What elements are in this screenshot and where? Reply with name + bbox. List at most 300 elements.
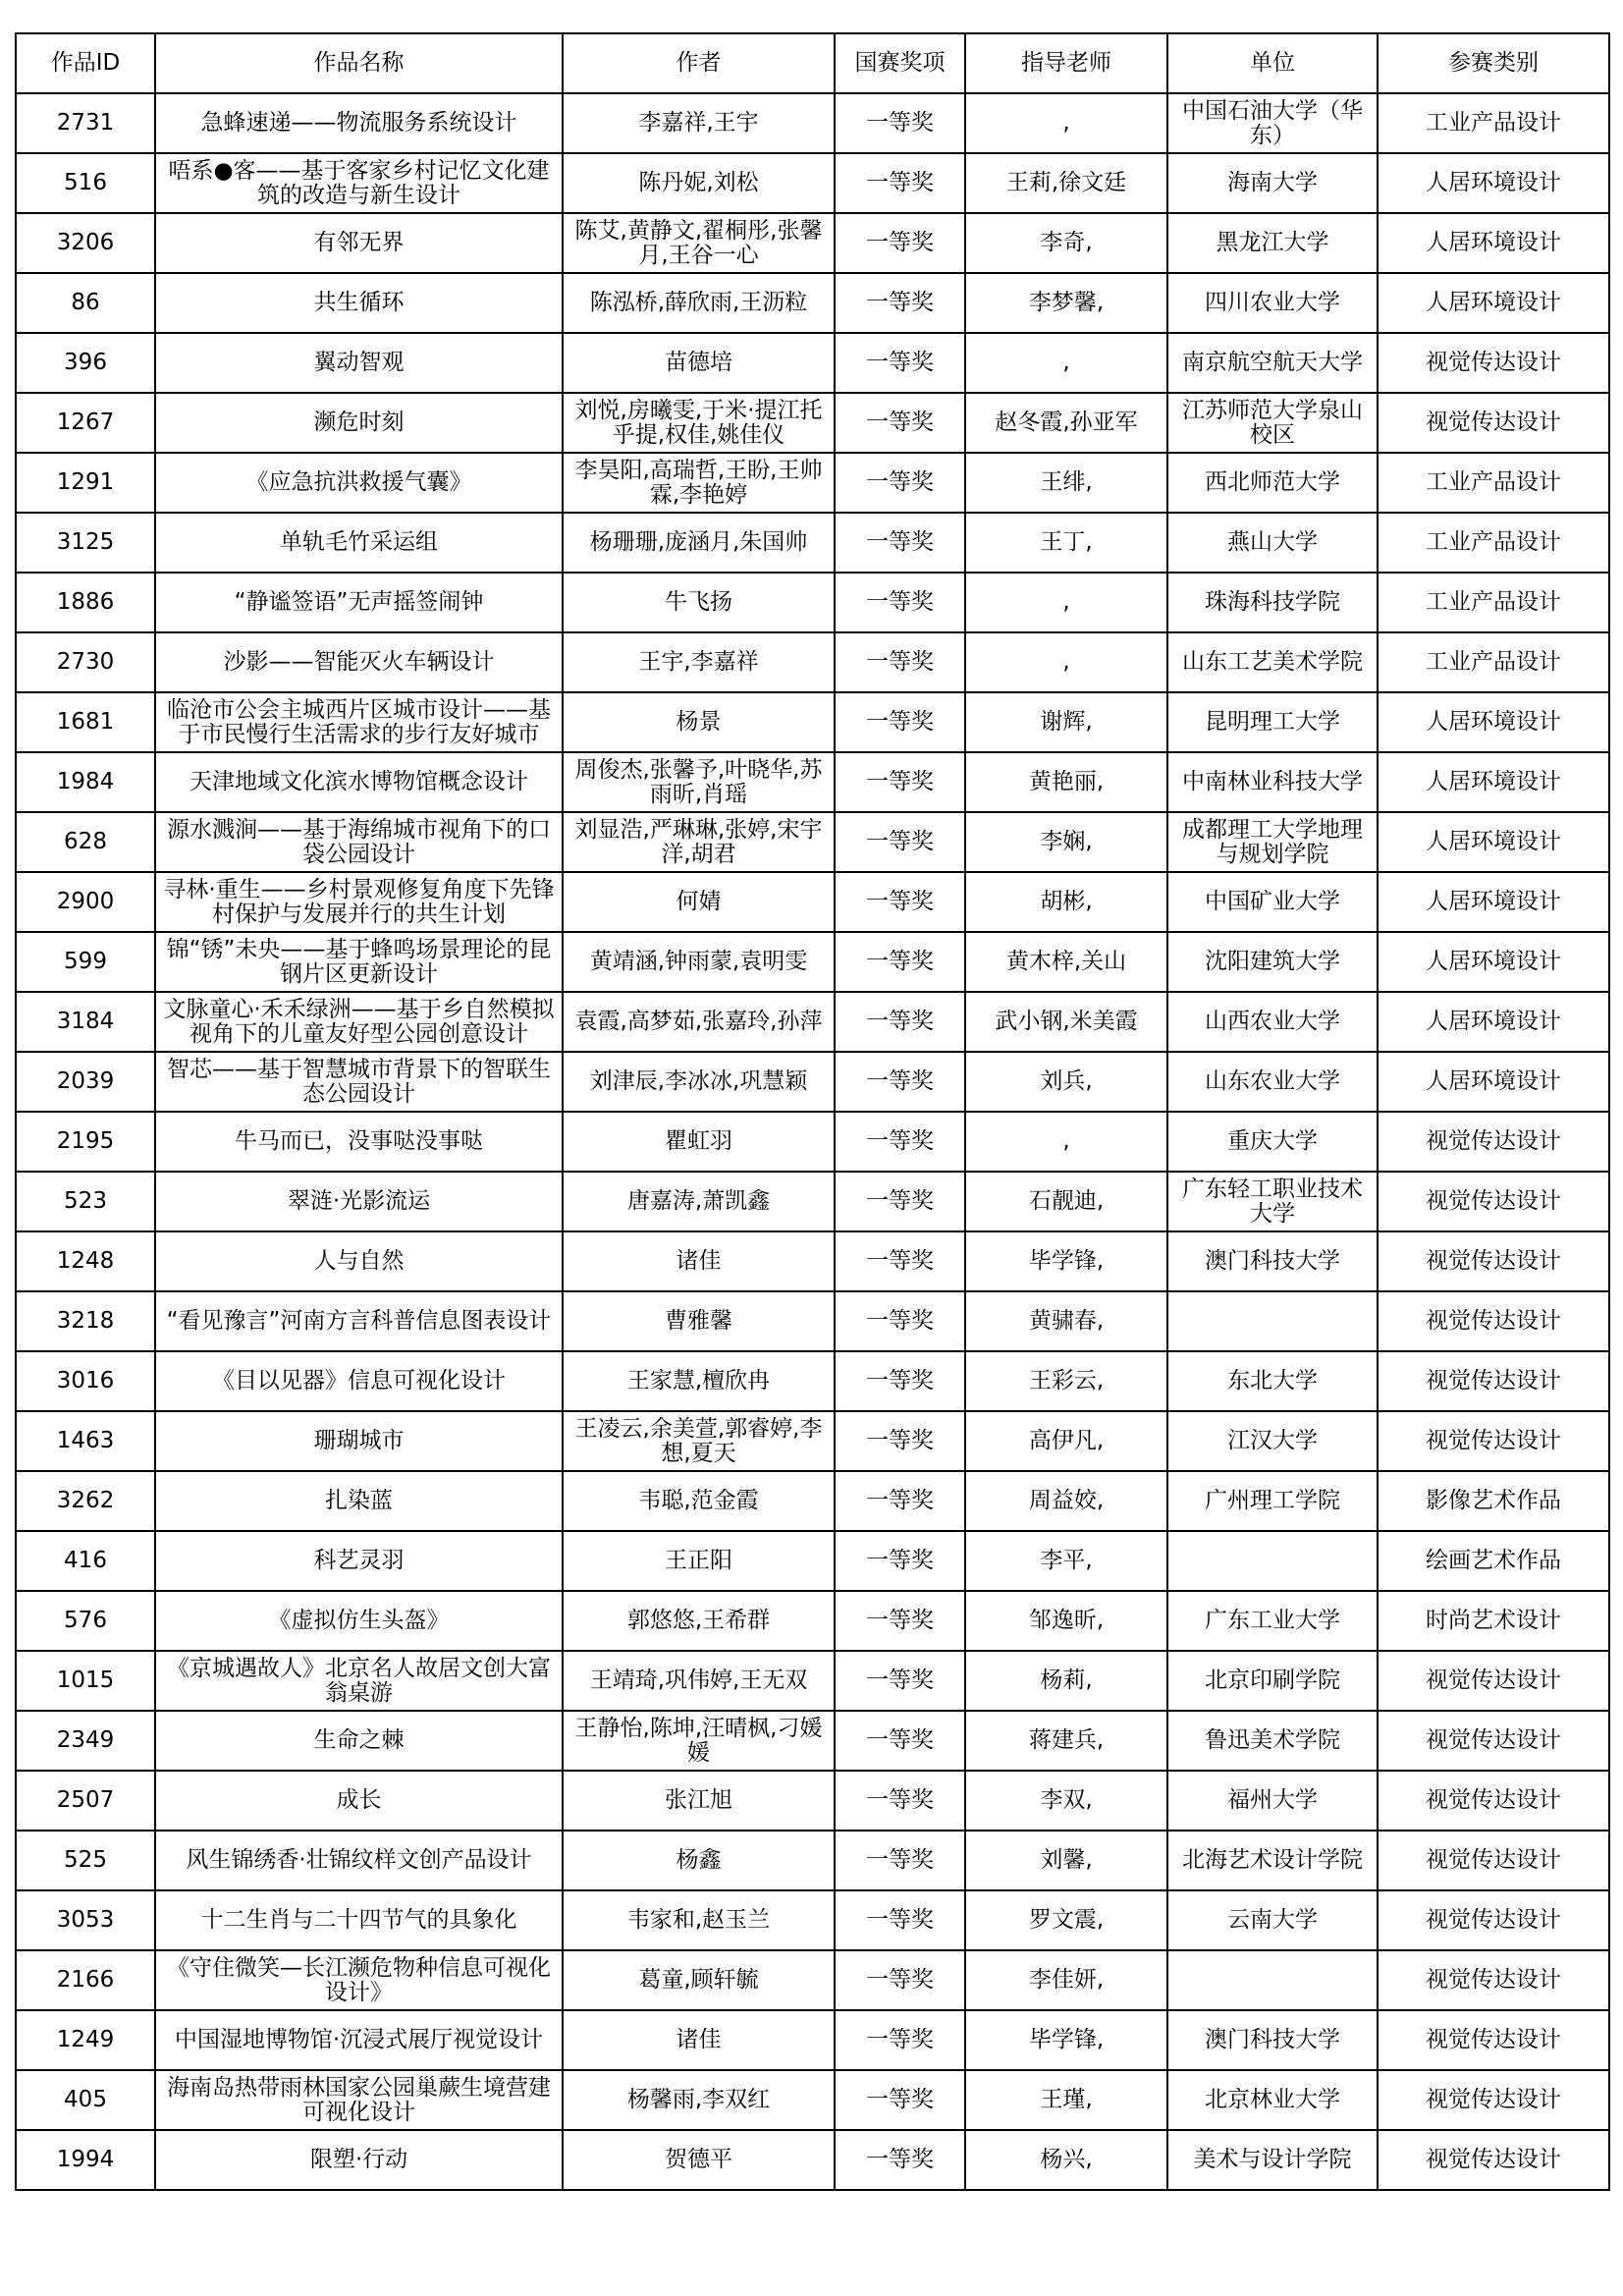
- cell-award-text: 一等奖: [866, 1668, 934, 1693]
- cell-award-text: 一等奖: [866, 590, 934, 615]
- cell-category: [1378, 1711, 1609, 1771]
- cell-award: [835, 213, 965, 273]
- cell-category-text: 人居环境设计: [1426, 710, 1561, 735]
- cell-id: [16, 872, 155, 932]
- cell-id: [16, 2070, 155, 2130]
- cell-award-text: 一等奖: [866, 231, 934, 255]
- cell-authors-text: 唐嘉涛,萧凯鑫: [626, 1189, 771, 1214]
- cell-id-text: 1463: [56, 1429, 115, 1453]
- cell-id: [16, 1771, 155, 1831]
- cell-id: [16, 812, 155, 872]
- cell-id: [16, 1231, 155, 1291]
- cell-category-text: 人居环境设计: [1426, 890, 1561, 914]
- cell-advisor: [965, 1052, 1167, 1112]
- table-row: [16, 1231, 1609, 1291]
- cell-work-name: [155, 2070, 563, 2130]
- cell-award-text: 一等奖: [866, 770, 934, 794]
- cell-advisor: [965, 1112, 1167, 1172]
- cell-advisor: [965, 1351, 1167, 1411]
- cell-work-name-text: 天津地域文化滨水博物馆概念设计: [189, 770, 528, 794]
- cell-category: [1378, 153, 1609, 213]
- cell-institution: [1167, 513, 1378, 573]
- cell-award: [835, 273, 965, 333]
- cell-id-text: 1267: [56, 410, 115, 435]
- cell-award-text: 一等奖: [866, 650, 934, 675]
- cell-advisor-text: 黄艳丽,: [1028, 770, 1105, 794]
- table-row: [16, 632, 1609, 692]
- cell-advisor: [965, 1950, 1167, 2010]
- cell-category-text: 视觉传达设计: [1426, 1129, 1561, 1154]
- cell-id-text: 1886: [56, 590, 115, 615]
- cell-id-text: 1681: [56, 710, 115, 735]
- cell-award-text: 一等奖: [866, 470, 934, 495]
- cell-institution: [1167, 1651, 1378, 1711]
- cell-institution-text: 福州大学: [1227, 1788, 1318, 1813]
- cell-institution-text: 成都理工大学地理与规划学院: [1182, 817, 1363, 867]
- cell-authors-text: 李昊阳,高瑞哲,王盼,王帅霖,李艳婷: [574, 458, 823, 508]
- cell-award-text: 一等奖: [866, 1189, 934, 1214]
- cell-category-text: 人居环境设计: [1426, 291, 1561, 315]
- table-row: [16, 153, 1609, 213]
- cell-award: [835, 1771, 965, 1831]
- cell-authors-text: 韦家和,赵玉兰: [626, 1908, 771, 1933]
- cell-work-name: [155, 393, 563, 453]
- cell-category: [1378, 213, 1609, 273]
- cell-id: [16, 1052, 155, 1112]
- cell-advisor-text: 邹逸昕,: [1028, 1609, 1105, 1633]
- cell-advisor: [965, 872, 1167, 932]
- table-row: [16, 1471, 1609, 1531]
- cell-id: [16, 1471, 155, 1531]
- cell-id-text: 1994: [56, 2148, 115, 2172]
- cell-category: [1378, 872, 1609, 932]
- table-row: [16, 1771, 1609, 1831]
- cell-work-name: [155, 1831, 563, 1890]
- header-authors: 作者: [563, 33, 835, 93]
- cell-category-text: 时尚艺术设计: [1426, 1609, 1561, 1633]
- cell-award: [835, 632, 965, 692]
- cell-id: [16, 1112, 155, 1172]
- cell-advisor: [965, 632, 1167, 692]
- cell-institution-text: 北京林业大学: [1205, 2088, 1340, 2112]
- cell-award: [835, 1471, 965, 1531]
- cell-authors: [563, 1471, 835, 1531]
- cell-authors-text: 陈丹妮,刘松: [638, 171, 759, 195]
- cell-id-text: 1249: [56, 2028, 115, 2052]
- cell-category-text: 工业产品设计: [1426, 650, 1561, 675]
- cell-category: [1378, 1950, 1609, 2010]
- cell-work-name-text: 濒危时刻: [313, 410, 405, 435]
- table-row: [16, 812, 1609, 872]
- cell-advisor-text: 刘兵,: [1040, 1069, 1093, 1094]
- cell-id-text: 2507: [56, 1788, 115, 1813]
- cell-category-text: 工业产品设计: [1426, 590, 1561, 615]
- cell-category: [1378, 1291, 1609, 1351]
- cell-authors-text: 王凌云,余美萱,郭睿婷,李想,夏天: [574, 1416, 823, 1466]
- cell-work-name: [155, 1291, 563, 1351]
- cell-id: [16, 692, 155, 752]
- cell-work-name: [155, 1591, 563, 1651]
- cell-institution-text: 东北大学: [1227, 1369, 1318, 1394]
- cell-work-name: [155, 453, 563, 513]
- cell-id: [16, 573, 155, 632]
- cell-institution-text: 鲁迅美术学院: [1205, 1728, 1340, 1753]
- cell-institution-text: 中南林业科技大学: [1182, 770, 1363, 794]
- cell-advisor: [965, 992, 1167, 1052]
- cell-work-name: [155, 1231, 563, 1291]
- cell-advisor-text: ,: [1062, 1129, 1070, 1154]
- cell-authors-text: 王家慧,檀欣冉: [626, 1369, 771, 1394]
- cell-work-name: [155, 1052, 563, 1112]
- cell-category: [1378, 1231, 1609, 1291]
- cell-authors: [563, 213, 835, 273]
- cell-award-text: 一等奖: [866, 1728, 934, 1753]
- cell-category: [1378, 1411, 1609, 1471]
- cell-id: [16, 93, 155, 153]
- cell-id: [16, 1651, 155, 1711]
- cell-category: [1378, 1112, 1609, 1172]
- cell-advisor: [965, 812, 1167, 872]
- cell-category: [1378, 513, 1609, 573]
- cell-advisor: [965, 1771, 1167, 1831]
- cell-id: [16, 1351, 155, 1411]
- cell-authors-text: 杨馨雨,李双红: [626, 2088, 771, 2112]
- cell-work-name: [155, 1351, 563, 1411]
- cell-institution: [1167, 1531, 1378, 1591]
- cell-award-text: 一等奖: [866, 1069, 934, 1094]
- cell-award: [835, 1890, 965, 1950]
- cell-authors: [563, 932, 835, 992]
- header-institution: 单位: [1167, 33, 1378, 93]
- cell-id: [16, 153, 155, 213]
- cell-id-text: 2166: [56, 1968, 115, 1993]
- cell-advisor: [965, 1172, 1167, 1231]
- cell-id-text: 3016: [56, 1369, 115, 1394]
- cell-authors: [563, 1351, 835, 1411]
- cell-award: [835, 393, 965, 453]
- cell-id-text: 2900: [56, 890, 115, 914]
- cell-advisor-text: 李梦馨,: [1028, 291, 1105, 315]
- cell-authors: [563, 1052, 835, 1112]
- cell-work-name-text: 寻林·重生——乡村景观修复角度下先锋村保护与发展并行的共生计划: [163, 877, 555, 927]
- cell-award-text: 一等奖: [866, 1908, 934, 1933]
- cell-institution: [1167, 1231, 1378, 1291]
- cell-id: [16, 1531, 155, 1591]
- cell-institution: [1167, 2010, 1378, 2070]
- cell-id-text: 3184: [56, 1010, 115, 1034]
- cell-id: [16, 1291, 155, 1351]
- table-row: [16, 93, 1609, 153]
- cell-category: [1378, 1651, 1609, 1711]
- cell-id-text: 1291: [56, 470, 115, 495]
- cell-institution: [1167, 453, 1378, 513]
- cell-id-text: 3206: [56, 231, 115, 255]
- cell-id: [16, 1591, 155, 1651]
- cell-category-text: 视觉传达设计: [1426, 1728, 1561, 1753]
- cell-advisor: [965, 2010, 1167, 2070]
- cell-authors: [563, 1112, 835, 1172]
- cell-authors: [563, 812, 835, 872]
- cell-category-text: 工业产品设计: [1426, 470, 1561, 495]
- cell-authors: [563, 93, 835, 153]
- cell-category: [1378, 2010, 1609, 2070]
- cell-institution-text: 中国矿业大学: [1205, 890, 1340, 914]
- cell-work-name-text: 《虚拟仿生头盔》: [268, 1609, 450, 1633]
- cell-work-name: [155, 752, 563, 812]
- cell-advisor-text: 蒋建兵,: [1028, 1728, 1105, 1753]
- cell-award: [835, 1351, 965, 1411]
- cell-authors: [563, 1771, 835, 1831]
- cell-category: [1378, 2070, 1609, 2130]
- cell-advisor: [965, 273, 1167, 333]
- cell-category: [1378, 333, 1609, 393]
- cell-id-text: 2195: [56, 1129, 115, 1154]
- cell-work-name-text: “静谧签语”无声摇签闹钟: [234, 590, 484, 615]
- cell-authors-text: 贺德平: [665, 2148, 732, 2172]
- cell-category: [1378, 1351, 1609, 1411]
- table-row: [16, 213, 1609, 273]
- cell-id-text: 2349: [56, 1728, 115, 1753]
- cell-institution: [1167, 1052, 1378, 1112]
- table-row: [16, 932, 1609, 992]
- cell-advisor-text: 赵冬霞,孙亚军: [995, 410, 1138, 435]
- cell-work-name: [155, 1651, 563, 1711]
- cell-institution-text: 江汉大学: [1227, 1429, 1318, 1453]
- cell-award: [835, 1172, 965, 1231]
- cell-work-name-text: 锦“锈”未央——基于蜂鸣场景理论的昆钢片区更新设计: [166, 937, 552, 987]
- cell-id-text: 3053: [56, 1908, 115, 1933]
- cell-institution: [1167, 1411, 1378, 1471]
- table-row: [16, 1591, 1609, 1651]
- cell-id-text: 599: [64, 950, 107, 974]
- cell-authors: [563, 1950, 835, 2010]
- cell-award: [835, 453, 965, 513]
- cell-id-text: 576: [64, 1609, 107, 1633]
- cell-category: [1378, 273, 1609, 333]
- cell-advisor-text: 胡彬,: [1040, 890, 1093, 914]
- cell-advisor: [965, 1291, 1167, 1351]
- cell-authors-text: 黄靖涵,钟雨蒙,袁明雯: [589, 950, 808, 974]
- table-row: [16, 1172, 1609, 1231]
- cell-award-text: 一等奖: [866, 171, 934, 195]
- cell-id: [16, 393, 155, 453]
- cell-award: [835, 1950, 965, 2010]
- table-row: [16, 2070, 1609, 2130]
- cell-id-text: 1248: [56, 1249, 115, 1274]
- cell-award-text: 一等奖: [866, 291, 934, 315]
- cell-authors: [563, 393, 835, 453]
- cell-work-name-text: 源水溅涧——基于海绵城市视角下的口袋公园设计: [167, 817, 551, 867]
- cell-award-text: 一等奖: [866, 1010, 934, 1034]
- cell-authors-text: 刘显浩,严琳琳,张婷,宋宇洋,胡君: [574, 817, 823, 867]
- cell-advisor: [965, 1471, 1167, 1531]
- table-row: [16, 2130, 1609, 2190]
- cell-authors-text: 葛童,顾轩毓: [638, 1968, 759, 1993]
- cell-work-name-text: 《应急抗洪救援气囊》: [245, 470, 472, 495]
- cell-authors: [563, 513, 835, 573]
- cell-award: [835, 1531, 965, 1591]
- cell-authors-text: 王正阳: [665, 1549, 732, 1573]
- cell-award-text: 一等奖: [866, 2088, 934, 2112]
- table-row: [16, 1950, 1609, 2010]
- cell-id-text: 523: [64, 1189, 107, 1214]
- cell-work-name-text: 风生锦绣香·壮锦纹样文创产品设计: [186, 1848, 532, 1873]
- awards-table: [15, 32, 1610, 2191]
- cell-id-text: 1984: [56, 770, 115, 794]
- cell-award: [835, 2130, 965, 2190]
- cell-award-text: 一等奖: [866, 2148, 934, 2172]
- cell-award-text: 一等奖: [866, 890, 934, 914]
- cell-id: [16, 1411, 155, 1471]
- cell-category-text: 视觉传达设计: [1426, 410, 1561, 435]
- cell-advisor-text: ,: [1062, 650, 1070, 675]
- cell-authors-text: 诸佳: [676, 1249, 722, 1274]
- table-row: [16, 393, 1609, 453]
- cell-authors: [563, 2010, 835, 2070]
- cell-id: [16, 333, 155, 393]
- cell-id: [16, 1831, 155, 1890]
- cell-category-text: 绘画艺术作品: [1426, 1549, 1561, 1573]
- cell-category-text: 人居环境设计: [1426, 830, 1561, 854]
- cell-advisor: [965, 213, 1167, 273]
- cell-work-name: [155, 273, 563, 333]
- cell-category-text: 人居环境设计: [1426, 231, 1561, 255]
- cell-authors-text: 曹雅馨: [665, 1309, 732, 1334]
- cell-institution-text: 沈阳建筑大学: [1205, 950, 1340, 974]
- cell-authors: [563, 1890, 835, 1950]
- cell-advisor: [965, 752, 1167, 812]
- cell-advisor-text: 王莉,徐文廷: [1005, 171, 1127, 195]
- cell-category-text: 视觉传达设计: [1426, 1249, 1561, 1274]
- cell-advisor: [965, 1231, 1167, 1291]
- cell-advisor-text: 刘馨,: [1040, 1848, 1093, 1873]
- cell-authors: [563, 1411, 835, 1471]
- cell-advisor: [965, 692, 1167, 752]
- cell-award-text: 一等奖: [866, 410, 934, 435]
- cell-award-text: 一等奖: [866, 710, 934, 735]
- cell-work-name: [155, 872, 563, 932]
- cell-id-text: 2731: [56, 111, 115, 136]
- cell-category: [1378, 453, 1609, 513]
- cell-award: [835, 692, 965, 752]
- table-row: [16, 2010, 1609, 2070]
- cell-authors-text: 刘津辰,李冰冰,巩慧颖: [589, 1069, 808, 1094]
- cell-work-name-text: 沙影——智能灭火车辆设计: [223, 650, 495, 675]
- cell-authors-text: 陈泓桥,薛欣雨,王沥粒: [589, 291, 808, 315]
- cell-work-name-text: 临沧市公会主城西片区城市设计——基于市民慢行生活需求的步行友好城市: [167, 697, 551, 747]
- table-row: [16, 1351, 1609, 1411]
- cell-id: [16, 1890, 155, 1950]
- cell-category-text: 工业产品设计: [1426, 111, 1561, 136]
- cell-authors: [563, 333, 835, 393]
- cell-institution-text: 云南大学: [1227, 1908, 1318, 1933]
- cell-award-text: 一等奖: [866, 1429, 934, 1453]
- cell-work-name-text: 珊瑚城市: [313, 1429, 405, 1453]
- cell-institution: [1167, 932, 1378, 992]
- cell-advisor-text: 杨兴,: [1040, 2148, 1093, 2172]
- cell-category-text: 视觉传达设计: [1426, 351, 1561, 375]
- cell-category: [1378, 1471, 1609, 1531]
- cell-institution-text: 广东工业大学: [1205, 1609, 1340, 1633]
- cell-award: [835, 2070, 965, 2130]
- cell-authors: [563, 573, 835, 632]
- cell-work-name: [155, 1771, 563, 1831]
- cell-award-text: 一等奖: [866, 1489, 934, 1513]
- cell-category: [1378, 812, 1609, 872]
- header-id: 作品ID: [16, 33, 155, 93]
- cell-work-name: [155, 812, 563, 872]
- cell-institution-text: 西北师范大学: [1205, 470, 1340, 495]
- cell-work-name-text: “看见豫言”河南方言科普信息图表设计: [166, 1309, 552, 1334]
- table-row: [16, 1831, 1609, 1890]
- cell-authors-text: 周俊杰,张馨予,叶晓华,苏雨昕,肖瑶: [574, 757, 823, 807]
- cell-advisor: [965, 1531, 1167, 1591]
- cell-institution: [1167, 1890, 1378, 1950]
- cell-institution: [1167, 992, 1378, 1052]
- cell-award-text: 一等奖: [866, 2028, 934, 2052]
- cell-id-text: 3218: [56, 1309, 115, 1334]
- cell-authors-text: 王静怡,陈坤,汪晴枫,刁媛媛: [574, 1716, 823, 1766]
- cell-advisor-text: 周益姣,: [1028, 1489, 1105, 1513]
- cell-institution: [1167, 1291, 1378, 1351]
- cell-category: [1378, 1591, 1609, 1651]
- cell-category: [1378, 93, 1609, 153]
- cell-award: [835, 1711, 965, 1771]
- cell-award-text: 一等奖: [866, 1549, 934, 1573]
- cell-work-name: [155, 1890, 563, 1950]
- cell-category-text: 人居环境设计: [1426, 770, 1561, 794]
- cell-id-text: 2730: [56, 650, 115, 675]
- cell-advisor-text: ,: [1062, 351, 1070, 375]
- cell-advisor: [965, 453, 1167, 513]
- cell-institution-text: 广东轻工职业技术大学: [1182, 1176, 1363, 1227]
- table-row: [16, 1711, 1609, 1771]
- cell-category: [1378, 752, 1609, 812]
- cell-work-name: [155, 1172, 563, 1231]
- cell-award: [835, 1291, 965, 1351]
- cell-authors: [563, 1591, 835, 1651]
- cell-institution: [1167, 752, 1378, 812]
- cell-work-name-text: 《目以见器》信息可视化设计: [212, 1369, 506, 1394]
- cell-award-text: 一等奖: [866, 1249, 934, 1274]
- cell-work-name-text: 有邻无界: [313, 231, 405, 255]
- cell-id: [16, 752, 155, 812]
- cell-id-text: 516: [64, 171, 107, 195]
- cell-authors: [563, 2130, 835, 2190]
- cell-institution-text: 美术与设计学院: [1193, 2148, 1352, 2172]
- cell-authors-text: 杨景: [676, 710, 722, 735]
- cell-authors-text: 韦聪,范金霞: [638, 1489, 759, 1513]
- cell-advisor-text: ,: [1062, 590, 1070, 615]
- cell-authors: [563, 1291, 835, 1351]
- cell-category-text: 视觉传达设计: [1426, 2088, 1561, 2112]
- cell-institution: [1167, 1112, 1378, 1172]
- cell-award: [835, 1052, 965, 1112]
- cell-advisor-text: 武小钢,米美霞: [995, 1010, 1138, 1034]
- header-row: [16, 33, 1609, 93]
- cell-category: [1378, 992, 1609, 1052]
- cell-category: [1378, 932, 1609, 992]
- cell-authors-text: 杨珊珊,庞涵月,朱国帅: [589, 530, 808, 555]
- table-row: [16, 752, 1609, 812]
- cell-id-text: 525: [64, 1848, 107, 1873]
- cell-work-name-text: 唔系●客——基于客家乡村记忆文化建筑的改造与新生设计: [168, 158, 550, 208]
- cell-award: [835, 932, 965, 992]
- cell-work-name: [155, 992, 563, 1052]
- cell-award: [835, 2010, 965, 2070]
- cell-authors-text: 刘悦,房曦雯,于米·提江托乎提,权佳,姚佳仪: [574, 398, 823, 448]
- cell-award: [835, 812, 965, 872]
